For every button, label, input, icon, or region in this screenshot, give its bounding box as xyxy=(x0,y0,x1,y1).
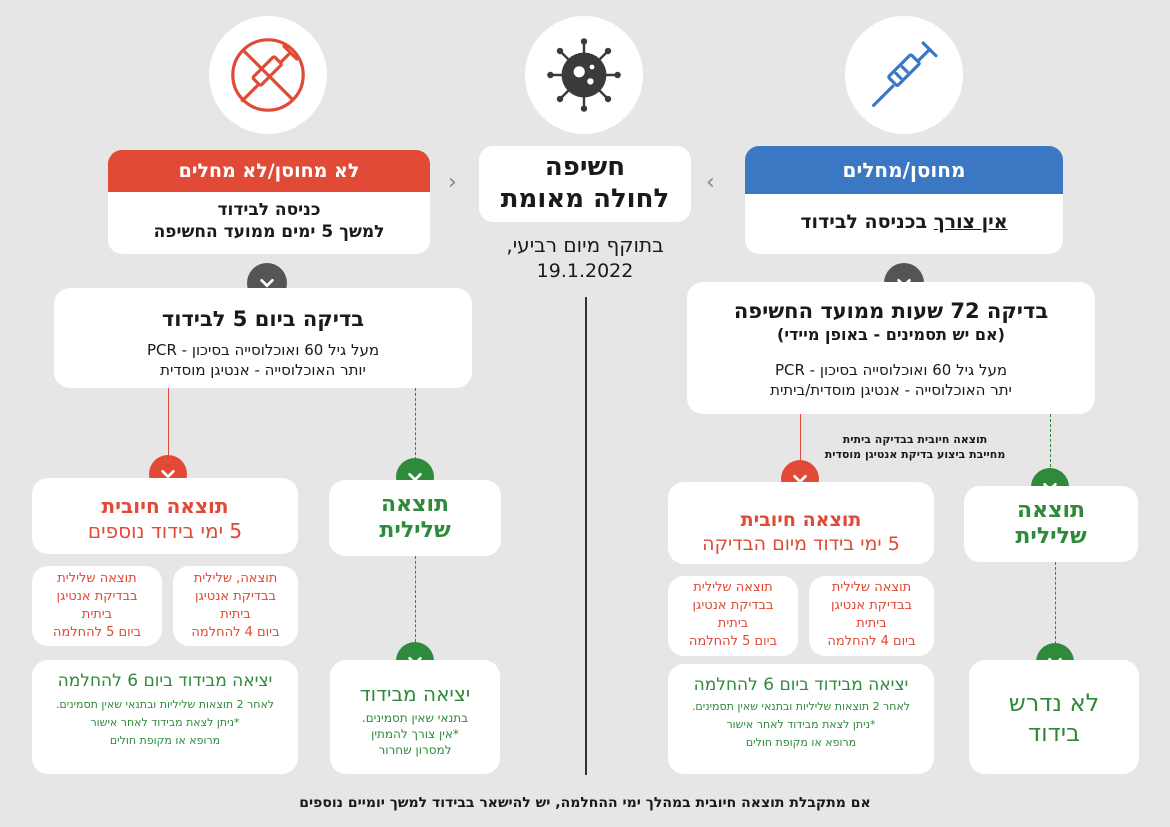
exposure-title-line2: לחולה מאומת xyxy=(500,184,670,214)
unvaccinated-test-title: בדיקה ביום 5 לבידוד xyxy=(161,307,365,331)
unvaccinated-release-line3: למסרון שחרור xyxy=(378,743,452,757)
unvaccinated-day5-line1: תוצאה שלילית xyxy=(57,571,137,586)
no-isolation-line1: לא נדרש xyxy=(1008,689,1100,717)
unvaccinated-day4-line2: בבדיקת אנטיגן xyxy=(194,589,277,604)
vaccinated-exit-line3: מרופא או מקופת חולים xyxy=(745,736,857,749)
unvaccinated-test-line1: מעל גיל 60 ואוכלוסייה בסיכון - PCR xyxy=(146,341,380,359)
unvaccinated-exit-line3: מרופא או מקופת חולים xyxy=(109,734,221,747)
unvaccinated-exit-line1: לאחר 2 תוצאות שליליות ובתנאי שאין תסמינים. xyxy=(55,698,275,711)
exposure-title-line1: חשיפה xyxy=(544,152,626,182)
vaccinated-day5-card xyxy=(668,576,798,656)
unvaccinated-test-card xyxy=(54,288,472,388)
home-test-note-line1: תוצאה חיובית בבדיקה ביתית xyxy=(842,433,988,446)
chevron-left-arrow: › xyxy=(448,170,457,195)
vaccinated-exit-title: יציאה מבידוד ביום 6 להחלמה xyxy=(693,675,909,695)
vaccinated-test-card xyxy=(687,282,1095,414)
vaccinated-day4-line2: בבדיקת אנטיגן xyxy=(830,598,913,613)
unvaccinated-day5-line4: ביום 5 להחלמה xyxy=(52,625,142,640)
unvaccinated-exit-title: יציאה מבידוד ביום 6 להחלמה xyxy=(57,671,273,691)
unvaccinated-header xyxy=(108,150,430,192)
vaccinated-day5-line3: ביתית xyxy=(717,616,749,631)
syringe-icon xyxy=(864,35,944,115)
unvaccinated-day4-line1: תוצאה, שלילית xyxy=(193,571,278,586)
vaccinated-positive-card xyxy=(668,482,934,564)
valid-from-text xyxy=(470,232,700,284)
unvaccinated-day5-line2: בבדיקת אנטיגן xyxy=(56,589,138,604)
unvaccinated-exit-line2: *ניתן לצאת מבידוד לאחר אישור xyxy=(90,716,240,729)
unvaccinated-day4-line4: ביום 4 להחלמה xyxy=(191,625,280,640)
vaccinated-exit-line1: לאחר 2 תוצאות שליליות ובתנאי שאין תסמינים. xyxy=(691,700,911,713)
home-test-note-line2: מחייבת ביצוע בדיקת אנטיגן מוסדית xyxy=(824,448,1006,461)
virus-icon xyxy=(544,35,624,115)
crossed-syringe-icon-circle xyxy=(209,16,327,134)
vaccinated-day5-line2: בבדיקת אנטיגן xyxy=(692,598,774,613)
vaccinated-negative-card xyxy=(964,486,1138,562)
vaccinated-day5-line1: תוצאה שלילית xyxy=(693,580,773,595)
vaccinated-negative-line2: שלילית xyxy=(1015,524,1087,549)
unvaccinated-release-line2: *אין צורך להמתין xyxy=(371,727,459,741)
right-green-line-top xyxy=(1050,414,1051,472)
vaccinated-entry-card xyxy=(745,194,1063,254)
chevron-right-arrow: ‹ xyxy=(706,170,715,195)
unvaccinated-entry-line2: למשך 5 ימים ממועד החשיפה xyxy=(153,222,385,242)
no-need-underlined: אין צורך xyxy=(933,211,1008,233)
vaccinated-test-line2: יתר האוכלוסייה - אנטיגן מוסדית/ביתית xyxy=(770,381,1012,399)
vaccinated-exit-card xyxy=(668,664,934,774)
valid-from-line1: בתוקף מיום רביעי, xyxy=(506,233,664,257)
vaccinated-day4-line1: תוצאה שלילית xyxy=(831,580,912,595)
unvaccinated-exit-card xyxy=(32,660,298,774)
unvaccinated-positive-subtitle: 5 ימי בידוד נוספים xyxy=(87,519,243,543)
center-divider xyxy=(585,297,587,775)
virus-icon-circle xyxy=(525,16,643,134)
home-test-note xyxy=(815,432,1015,462)
right-green-line-bottom xyxy=(1055,562,1056,644)
unvaccinated-test-line2: יותר האוכלוסייה - אנטיגן מוסדית xyxy=(160,361,366,379)
unvaccinated-positive-card xyxy=(32,478,298,554)
left-green-line-bottom xyxy=(415,556,416,642)
vaccinated-test-title: בדיקה 72 שעות ממועד החשיפה xyxy=(733,299,1049,323)
unvaccinated-positive-title: תוצאה חיובית xyxy=(101,494,229,518)
footer-note: אם מתקבלת תוצאה חיובית במהלך ימי ההחלמה, יש להישאר בבידוד למשך יומיים נוספים xyxy=(299,795,871,811)
no-isolation-line2: בידוד xyxy=(1028,719,1080,747)
unvaccinated-entry-card xyxy=(108,192,430,254)
left-red-line xyxy=(168,388,169,458)
no-isolation-card xyxy=(969,660,1139,774)
unvaccinated-entry-line1: כניסה לבידוד xyxy=(217,200,321,220)
vaccinated-exit-line2: *ניתן לצאת מבידוד לאחר אישור xyxy=(726,718,876,731)
unvaccinated-negative-line1: תוצאה xyxy=(380,492,450,517)
syringe-icon-circle xyxy=(845,16,963,134)
vaccinated-test-line1: מעל גיל 60 ואוכלוסייה בסיכון - PCR xyxy=(774,361,1008,379)
unvaccinated-release-card xyxy=(330,660,500,774)
vaccinated-day4-line3: ביתית xyxy=(856,616,887,631)
vaccinated-day5-line4: ביום 5 להחלמה xyxy=(688,634,778,649)
left-green-line-top xyxy=(415,388,416,460)
unvaccinated-day4-card xyxy=(173,566,298,646)
entry-isolation-text: בכניסה לבידוד xyxy=(800,211,934,233)
right-red-line xyxy=(800,414,801,464)
vaccinated-positive-subtitle: 5 ימי בידוד מיום הבדיקה xyxy=(702,533,900,555)
vaccinated-day4-line4: ביום 4 להחלמה xyxy=(827,634,916,649)
valid-from-date: 19.1.2022 xyxy=(536,260,634,282)
unvaccinated-negative-line2: שלילית xyxy=(379,518,451,543)
unvaccinated-negative-card xyxy=(329,480,501,556)
unvaccinated-day5-line3: ביתית xyxy=(81,607,113,622)
unvaccinated-release-title: יציאה מבידוד xyxy=(359,682,471,706)
unvaccinated-header-label: לא מחוסן/לא מחלים xyxy=(178,160,360,182)
vaccinated-positive-title: תוצאה חיובית xyxy=(740,509,862,531)
exposure-title-card xyxy=(479,146,691,222)
vaccinated-day4-card xyxy=(809,576,934,656)
unvaccinated-release-line1: בתנאי שאין תסמינים. xyxy=(361,711,469,725)
vaccinated-header xyxy=(745,146,1063,194)
unvaccinated-day5-card xyxy=(32,566,162,646)
unvaccinated-day4-line3: ביתית xyxy=(220,607,251,622)
vaccinated-header-label: מחוסן/מחלים xyxy=(842,158,966,182)
vaccinated-test-subtitle: (אם יש תסמינים - באופן מיידי) xyxy=(777,325,1005,344)
crossed-syringe-icon xyxy=(228,35,308,115)
vaccinated-negative-line1: תוצאה xyxy=(1016,498,1086,523)
